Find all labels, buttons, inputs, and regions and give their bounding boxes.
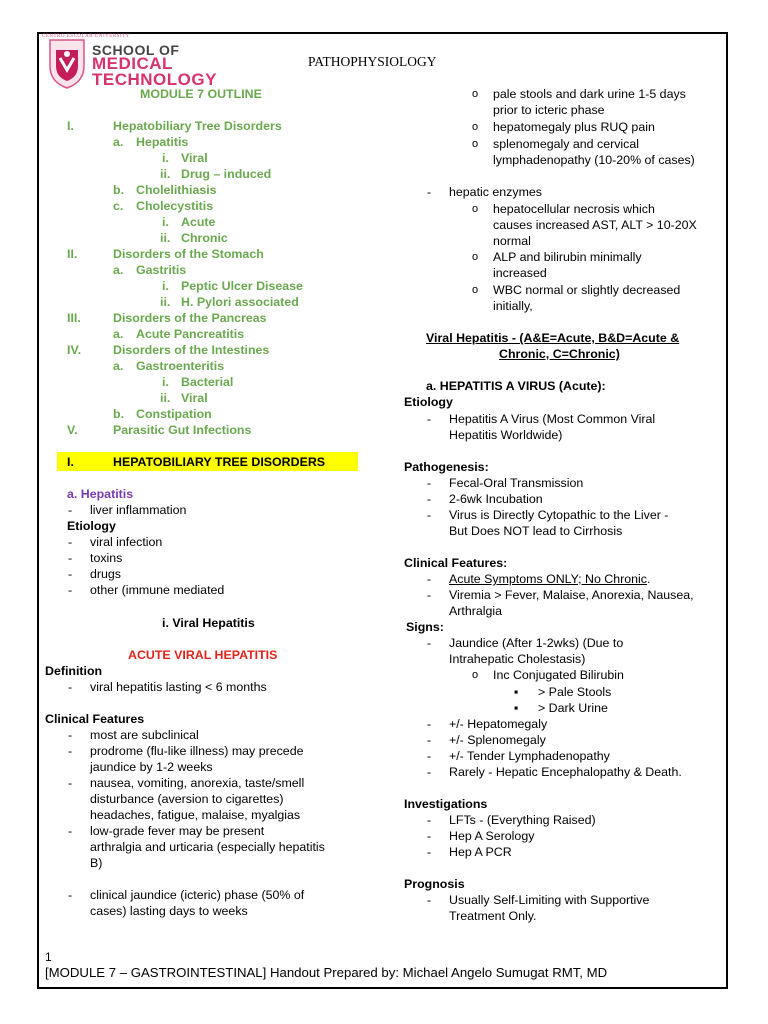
outline-item: Hepatitis (136, 135, 189, 149)
viral-hepatitis-heading: Viral Hepatitis - (A&E=Acute, B&D=Acute & (426, 331, 680, 345)
list-item: - viral infection (90, 534, 162, 550)
outline-num: a. (113, 263, 124, 277)
outline-item: Disorders of the Stomach (113, 247, 264, 261)
list-item: ▪ > Pale Stools (538, 684, 611, 700)
etiology-heading: Etiology (67, 519, 116, 533)
outline-title: MODULE 7 OUTLINE (140, 87, 262, 101)
prognosis-heading: Prognosis (404, 877, 465, 891)
list-item: o Inc Conjugated Bilirubin (493, 667, 624, 683)
outline-num: b. (113, 407, 125, 421)
outline-num: II. (67, 247, 78, 261)
logo-seal-text: CENTRO ESCOLAR UNIVERSITY (42, 34, 130, 39)
clinical-features-heading: Clinical Features: (404, 556, 508, 570)
seal-icon (44, 36, 90, 90)
list-item: o pale stools and dark urine 1-5 days (493, 86, 686, 102)
outline-num: I. (67, 119, 74, 133)
list-item: - Fecal-Oral Transmission (449, 475, 583, 491)
list-item-cont: increased (493, 266, 547, 280)
outline-item: Parasitic Gut Infections (113, 423, 252, 437)
list-item: - toxins (90, 550, 122, 566)
outline-item: Gastritis (136, 263, 187, 277)
list-item: - +/- Tender Lymphadenopathy (449, 748, 610, 764)
list-item: - low-grade fever may be present (90, 823, 264, 839)
list-item: - clinical jaundice (icteric) phase (50% of (90, 887, 304, 903)
acute-symptoms-text: Acute Symptoms ONLY; No Chronic (449, 572, 647, 586)
list-item (449, 571, 650, 587)
list-item-cont: jaundice by 1-2 weeks (90, 760, 213, 774)
outline-num: i. (162, 279, 169, 293)
outline-item: Disorders of the Intestines (113, 343, 270, 357)
list-item-cont: lymphadenopathy (10-20% of cases) (493, 153, 695, 167)
list-item: - Virus is Directly Cytopathic to the Liver - (449, 507, 668, 523)
viral-hepatitis-heading: i. Viral Hepatitis (162, 616, 255, 630)
logo-line3: TECHNOLOGY (92, 70, 217, 89)
list-item: - +/- Splenomegaly (449, 732, 546, 748)
outline-item: Acute (181, 215, 216, 229)
viral-hepatitis-heading-cont: Chronic, C=Chronic) (499, 347, 620, 361)
outline-num: i. (162, 375, 169, 389)
outline-item: Cholecystitis (136, 199, 214, 213)
outline-num: IV. (67, 343, 82, 357)
outline-num: III. (67, 311, 81, 325)
list-item-cont: normal (493, 234, 531, 248)
school-logo (44, 36, 244, 92)
section-title: HEPATOBILIARY TREE DISORDERS (113, 455, 326, 469)
hepatitis-heading: a. Hepatitis (67, 487, 134, 501)
outline-num: V. (67, 423, 78, 437)
page-number: 1 (45, 950, 52, 964)
outline-num: a. (113, 359, 124, 373)
list-item: - Rarely - Hepatic Encephalopathy & Death. (449, 764, 682, 780)
logo-line1: SCHOOL OF (92, 42, 180, 58)
list-item-cont: B) (90, 856, 103, 870)
list-item: - Hep A Serology (449, 828, 534, 844)
list-item: o hepatocellular necrosis which (493, 201, 655, 217)
outline-item: Bacterial (181, 375, 234, 389)
signs-heading: Signs: (406, 620, 444, 634)
period: . (646, 572, 651, 586)
list-item-cont: But Does NOT lead to Cirrhosis (449, 524, 623, 538)
list-item-cont: Arthralgia (449, 604, 503, 618)
logo-line2: MEDICAL (92, 54, 173, 73)
outline-num: i. (162, 215, 169, 229)
list-item: o ALP and bilirubin minimally (493, 249, 642, 265)
list-item: - viral hepatitis lasting < 6 months (90, 679, 267, 695)
list-item: - Hep A PCR (449, 844, 512, 860)
outline-num: i. (162, 151, 169, 165)
footer-text: [MODULE 7 – GASTROINTESTINAL] Handout Prepared by: Michael Angelo Sumugat RMT, MD (45, 965, 608, 980)
outline-item: Cholelithiasis (136, 183, 217, 197)
list-item-cont: prior to icteric phase (493, 103, 605, 117)
list-item-cont: Treatment Only. (449, 909, 537, 923)
outline-item: Peptic Ulcer Disease (181, 279, 303, 293)
list-item: - Jaundice (After 1-2wks) (Due to (449, 635, 623, 651)
list-item: - drugs (90, 566, 121, 582)
section-number: I. (67, 455, 74, 469)
outline-item: Chronic (181, 231, 228, 245)
list-item: - 2-6wk Incubation (449, 491, 543, 507)
list-item: o splenomegaly and cervical (493, 136, 639, 152)
list-item: - prodrome (flu-like illness) may precede (90, 743, 303, 759)
outline-num: ii. (160, 167, 171, 181)
acute-viral-hepatitis-title: ACUTE VIRAL HEPATITIS (128, 648, 278, 662)
outline-num: c. (113, 199, 124, 213)
hav-heading: a. HEPATITIS A VIRUS (Acute): (426, 379, 606, 393)
list-item: - liver inflammation (90, 502, 186, 518)
list-item-cont: headaches, fatigue, malaise, myalgias (90, 808, 301, 822)
definition-heading: Definition (45, 664, 103, 678)
list-item: o hepatomegaly plus RUQ pain (493, 119, 655, 135)
list-item-cont: cases) lasting days to weeks (90, 904, 248, 918)
list-item: - Usually Self-Limiting with Supportive (449, 892, 649, 908)
outline-num: b. (113, 183, 125, 197)
investigations-heading: Investigations (404, 797, 488, 811)
list-item: o WBC normal or slightly decreased (493, 282, 680, 298)
outline-item: Hepatobiliary Tree Disorders (113, 119, 282, 133)
list-item-cont: Hepatitis Worldwide) (449, 428, 563, 442)
list-item: - Hepatitis A Virus (Most Common Viral (449, 411, 655, 427)
outline-num: ii. (160, 231, 171, 245)
outline-item: Viral (181, 391, 208, 405)
etiology-heading: Etiology (404, 395, 453, 409)
list-item-cont: causes increased AST, ALT > 10-20X (493, 218, 697, 232)
outline-num: ii. (160, 391, 171, 405)
outline-num: ii. (160, 295, 171, 309)
list-item-cont: initially, (493, 299, 533, 313)
clinical-features-heading: Clinical Features (45, 712, 145, 726)
pathogenesis-heading: Pathogenesis: (404, 460, 489, 474)
list-item: - Viremia > Fever, Malaise, Anorexia, Nausea, (449, 587, 694, 603)
list-item: - other (immune mediated (90, 582, 224, 598)
outline-num: a. (113, 327, 124, 341)
outline-num: a. (113, 135, 124, 149)
list-item-cont: Intrahepatic Cholestasis) (449, 652, 586, 666)
list-item: - nausea, vomiting, anorexia, taste/smell (90, 775, 304, 791)
outline-item: Drug – induced (181, 167, 272, 181)
outline-item: Viral (181, 151, 208, 165)
outline-item: Constipation (136, 407, 212, 421)
outline-item: H. Pylori associated (181, 295, 299, 309)
page-title: PATHOPHYSIOLOGY (308, 54, 437, 69)
outline-item: Disorders of the Pancreas (113, 311, 267, 325)
list-item: - most are subclinical (90, 727, 199, 743)
list-item-cont: disturbance (aversion to cigarettes) (90, 792, 284, 806)
list-item: - hepatic enzymes (449, 184, 542, 200)
list-item: - +/- Hepatomegaly (449, 716, 547, 732)
list-item: ▪ > Dark Urine (538, 700, 608, 716)
list-item: - LFTs - (Everything Raised) (449, 812, 596, 828)
outline-item: Acute Pancreatitis (136, 327, 245, 341)
outline-item: Gastroenteritis (136, 359, 225, 373)
list-item-cont: arthralgia and urticaria (especially hepatitis (90, 840, 325, 854)
